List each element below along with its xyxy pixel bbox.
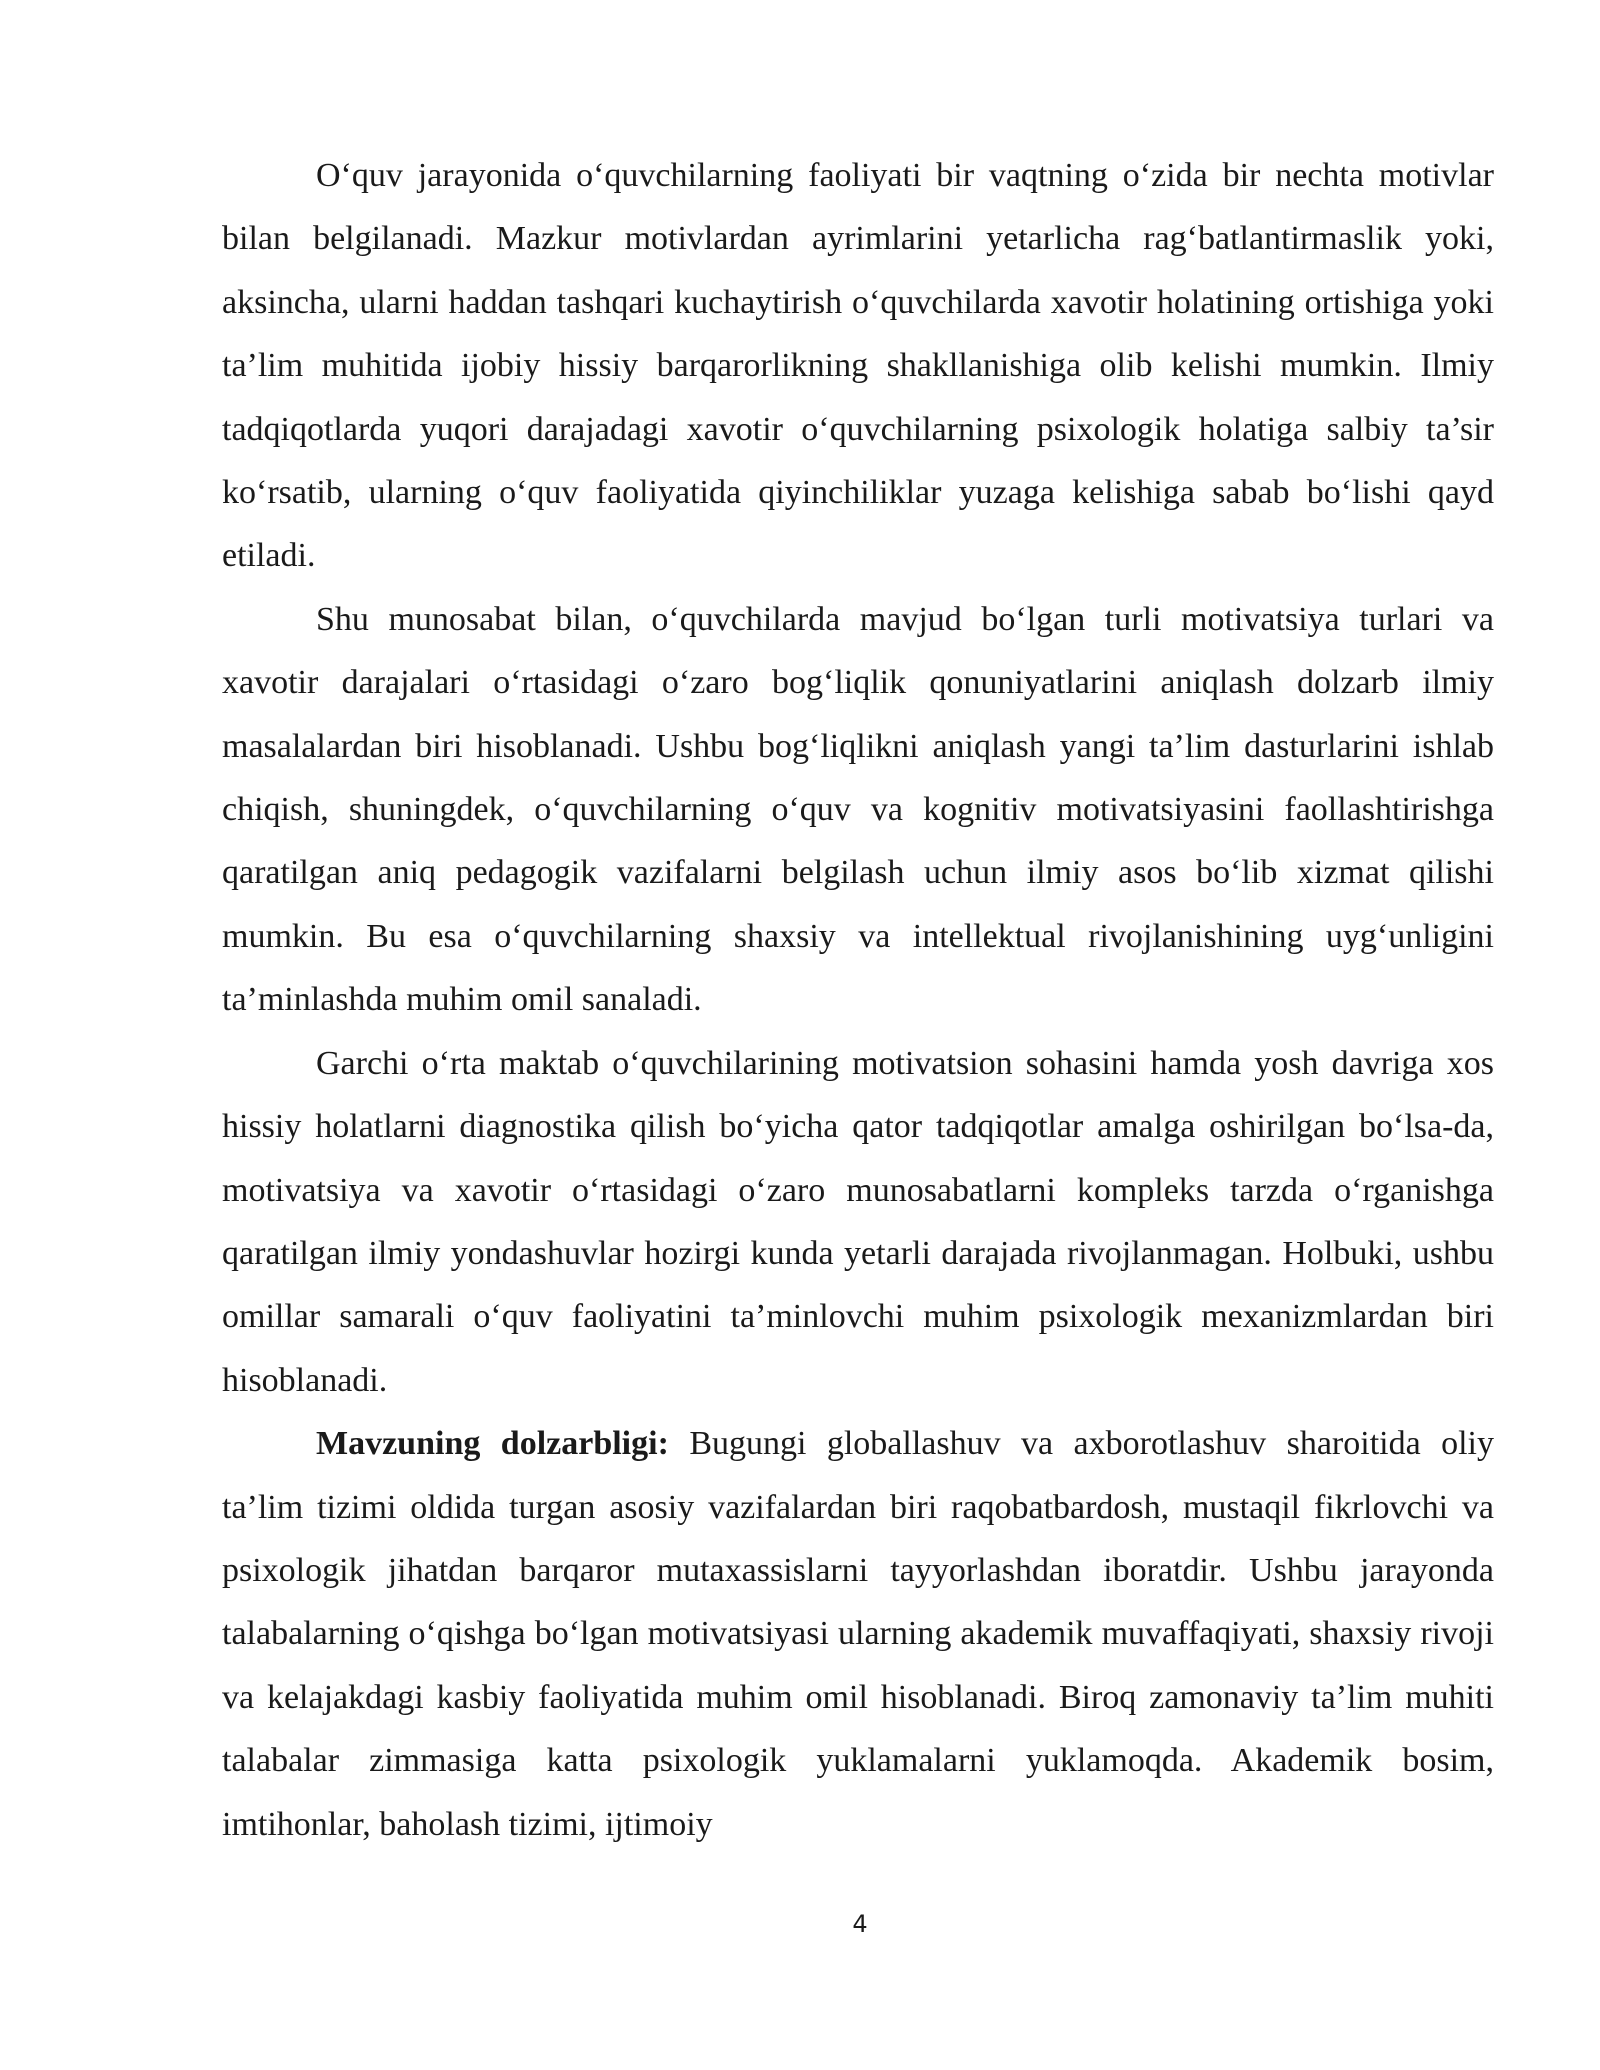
paragraph-2-text: Shu munosabat bilan, o‘quvchilarda mavjud bo‘lgan turli motivatsiya turlari va xavotir darajalari o‘rtasidagi o‘zaro bog‘liqlik qonuniyatlarini aniqlash dolzarb ilmiy masalalardan biri hisoblanadi. Ushbu bog‘liqlikni aniqlash yangi ta’lim dasturlarini ishlab chiqish, shuningdek, o‘quvchilarning o‘quv va kognitiv motivatsiyasini faollashtirishga qaratilgan aniq pedagogik vazifalarni belgilash uchun ilmiy asos bo‘lib xizmat qilishi mumkin. Bu esa o‘quvchilarning shaxsiy va intellektual rivojlanishining uyg‘unligini ta’minlashda muhim omil sanaladi.	[222, 600, 1494, 1019]
page-number: 4	[852, 1910, 868, 1938]
document-page	[222, 144, 1494, 1856]
paragraph-3	[222, 1032, 1494, 1412]
paragraph-4-text: Bugungi globallashuv va axborotlashuv sharoitida oliy ta’lim tizimi oldida turgan asosiy vazifalardan biri raqobatbardosh, mustaqil fikrlovchi va psixologik jihatdan barqaror mutaxassislarni tayyorlashdan iboratdir. Ushbu jarayonda talabalarning o‘qishga bo‘lgan motivatsiyasi ularning akademik muvaffaqiyati, shaxsiy rivoji va kelajakdagi kasbiy faoliyatida muhim omil hisoblanadi. Biroq zamonaviy ta’lim muhiti talabalar zimmasiga katta psixologik yuklamalarni yuklamoqda. Akademik bosim, imtihonlar, baholash tizimi, ijtimoiy	[222, 1425, 1494, 1843]
paragraph-4	[222, 1412, 1494, 1856]
paragraph-1	[222, 144, 1494, 588]
paragraph-2	[222, 588, 1494, 1032]
paragraph-1-text: O‘quv jarayonida o‘quvchilarning faoliyati bir vaqtning o‘zida bir nechta motivlar bilan belgilanadi. Mazkur motivlardan ayrimlarini yetarlicha rag‘batlantirmaslik yoki, aksincha, ularni haddan tashqari kuchaytirish o‘quvchilarda xavotir holatining ortishiga yoki ta’lim muhitida ijobiy hissiy barqarorlikning shakllanishiga olib kelishi mumkin. Ilmiy tadqiqotlarda yuqori darajadagi xavotir o‘quvchilarning psixologik holatiga salbiy ta’sir ko‘rsatib, ularning o‘quv faoliyatida qiyinchiliklar yuzaga kelishiga sabab bo‘lishi qayd etiladi.	[222, 157, 1494, 575]
paragraph-4-lead: Mavzuning dolzarbligi:	[316, 1425, 669, 1463]
paragraph-3-text: Garchi o‘rta maktab o‘quvchilarining motivatsion sohasini hamda yosh davriga xos hissiy holatlarni diagnostika qilish bo‘yicha qator tadqiqotlar amalga oshirilgan bo‘lsa-da, motivatsiya va xavotir o‘rtasidagi o‘zaro munosabatlarni kompleks tarzda o‘rganishga qaratilgan ilmiy yondashuvlar hozirgi kunda yetarli darajada rivojlanmagan. Holbuki, ushbu omillar samarali o‘quv faoliyatini ta’minlovchi muhim psixologik mexanizmlardan biri hisoblanadi.	[222, 1044, 1494, 1399]
